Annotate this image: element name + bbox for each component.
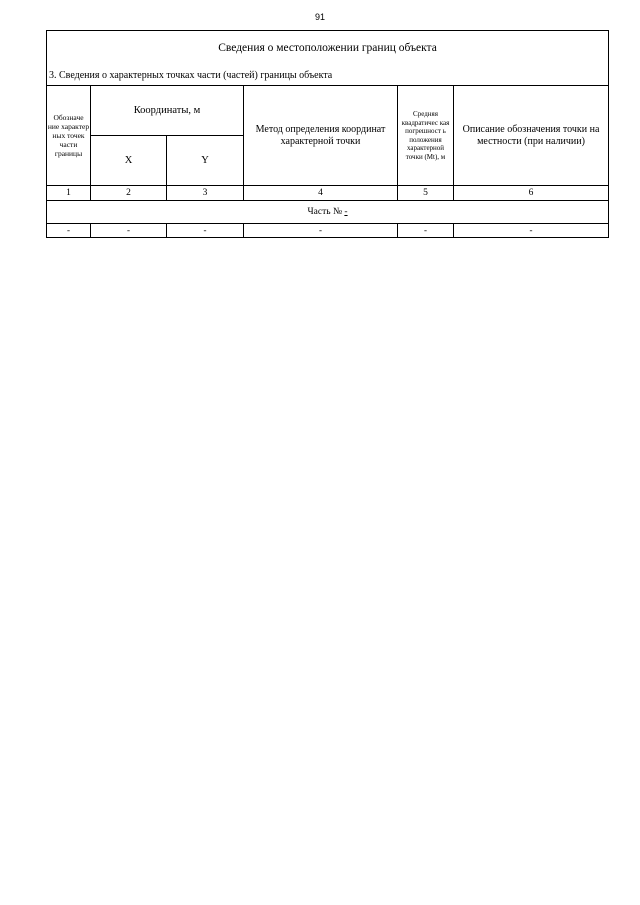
header-point-designation: Обозначе ние характер ных точек части границы	[47, 86, 91, 186]
table-cell: -	[47, 224, 91, 238]
part-label-cell	[47, 201, 609, 224]
table-row	[47, 224, 609, 238]
column-number: 6	[454, 186, 609, 201]
boundary-points-table	[46, 30, 609, 238]
table-cell: -	[454, 224, 609, 238]
table-cell: -	[398, 224, 454, 238]
column-number: 2	[91, 186, 167, 201]
part-row	[47, 201, 609, 224]
document-title: Сведения о местоположении границ объекта	[47, 31, 609, 66]
column-number: 1	[47, 186, 91, 201]
column-number-row	[47, 186, 609, 201]
header-coordinates: Координаты, м	[91, 86, 244, 136]
header-y: Y	[167, 136, 244, 186]
part-number: -	[344, 207, 348, 217]
column-number: 4	[244, 186, 398, 201]
table-cell: -	[244, 224, 398, 238]
part-label: Часть №	[307, 207, 343, 217]
header-x: X	[91, 136, 167, 186]
table-cell: -	[91, 224, 167, 238]
header-method: Метод определения координат характерной точки	[244, 86, 398, 186]
page-number: 91	[314, 12, 325, 22]
header-description: Описание обозначения точки на местности (при наличии)	[454, 86, 609, 186]
section-subtitle: 3. Сведения о характерных точках части (частей) границы объекта	[47, 65, 609, 86]
table-cell: -	[167, 224, 244, 238]
column-number: 5	[398, 186, 454, 201]
column-number: 3	[167, 186, 244, 201]
header-accuracy: Средняя квадратичес кая погрешност ь положения характерной точки (Mt), м	[398, 86, 454, 186]
